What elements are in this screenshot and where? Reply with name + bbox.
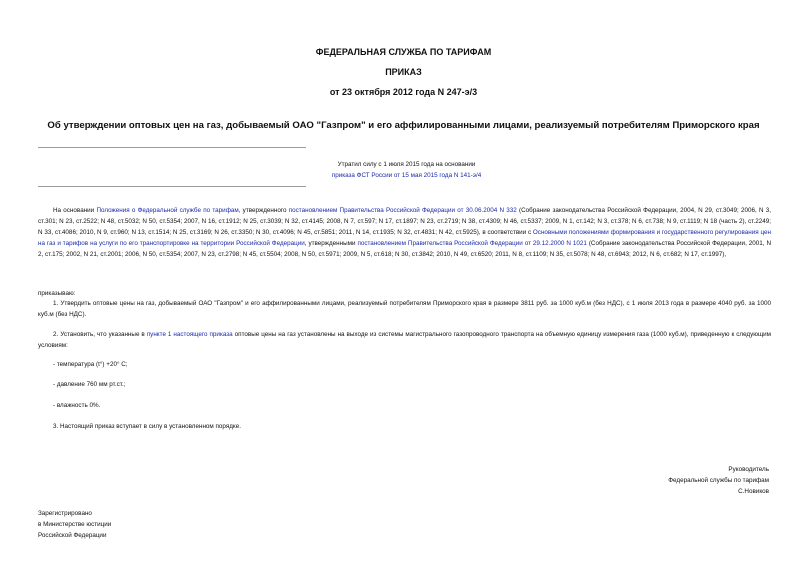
- item-2-text-b: оптовые цены на газ установлены на выходе из системы магистрального газопроводного транспорта на объемную единицу измерения газа (1000 куб.м), приведенную к следующим условиям:: [38, 331, 772, 349]
- repeal-notice: [300, 159, 513, 181]
- document-date-number: от 23 октября 2012 года N 247-э/3: [329, 87, 478, 97]
- registration-line-3: Российской Федерации: [38, 532, 107, 539]
- item-1-paragraph: 1. Утвердить оптовые цены на газ, добываемый ОАО "Газпром" и его аффилированными лицами, реализуемый потребителям Приморского края в размере 3811 руб. за 1000 куб.м (без НДС), с 1 июля 2013 года в размере 4040 руб. за 1000 куб.м (без НДС).: [38, 300, 771, 318]
- document-type: ПРИКАЗ: [385, 67, 422, 77]
- preamble-link-basic-provisions[interactable]: Основными положениями формирования и государственного регулирования цен на газ и тарифов на услуги по его транспортировке на территории Российской Федерации: [38, 228, 771, 247]
- signature-block: [668, 464, 769, 497]
- preamble-link-fst-regulation[interactable]: Положения о Федеральной службе по тарифам: [96, 207, 239, 214]
- preamble-text-4: , утвержденными: [304, 239, 358, 247]
- preamble-link-decree-1021[interactable]: постановлением Правительства Российской Федерации от 29.12.2000 N 1021: [357, 239, 587, 247]
- repeal-notice-text: Утратил силу с 1 июля 2015 года на основании: [337, 161, 476, 168]
- preamble-text-5: (Собрание законодательства Российской Федерации, 2001, N 2, ст.175; 2002, N 21, ст.2001; 2006, N 50, ст.5354; 2007, N 23, ст.2798; N 45, ст.5504; 2008, N 50, ст.5971; 2009, N 5, ст.618; N 30, ст.3842; 2010, N 49, ст.6520; 2011, N 8, ст.1109; N 35, ст.5078; N 48, ст.6943; 2012, N 6, ст.682; N 17, ст.1997),: [38, 239, 772, 258]
- signature-role: Руководитель: [728, 466, 769, 473]
- document-title: Об утверждении оптовых цен на газ, добываемый ОАО "Газпром" и его аффилированными лицами, реализуемый потребителям Приморского края: [47, 120, 760, 131]
- condition-pressure: - давление 760 мм рт.ст.;: [53, 381, 126, 388]
- preamble-text-3: (Собрание законодательства Российской Федерации, 2004, N 29, ст.3049; 2006, N 3, ст.301; N 23, ст.2522; N 48, ст.5032; N 50, ст.5354; 2007, N 16, ст.1912; N 25, ст.3039; N 32, ст.4145; 2008, N 7, ст.597; N 17, ст.1897; N 23, ст.2719; N 38, ст.4309; N 46, ст.5337; 2009, N 1, ст.142; N 3, ст.378; N 6, ст.738; N 9, ст.1119; N 18 (часть 2), ст.2249; N 33, ст.4086; 2010, N 9, ст.960; N 13, ст.1514; N 25, ст.3169; N 26, ст.3350; N 30, ст.4096; N 45, ст.5851; 2011, N 14, ст.1935; N 32, ст.4831; N 42, ст.5925), в соответствии с: [38, 207, 771, 236]
- registration-block: [38, 508, 111, 541]
- registration-line-1: Зарегистрировано: [38, 510, 92, 517]
- divider-top: [38, 147, 306, 148]
- item-2-text-a: 2. Установить, что указанные в: [53, 331, 147, 338]
- condition-temperature: - температура (t°) +20° С;: [53, 361, 128, 368]
- divider-bottom: [38, 186, 306, 187]
- preamble-paragraph: [38, 206, 771, 261]
- item-2-link[interactable]: пункте 1 настоящего приказа: [146, 331, 233, 338]
- signature-name: С.Новиков: [738, 488, 769, 495]
- orders-label: приказываю:: [38, 290, 76, 297]
- signature-org: Федеральной службы по тарифам: [668, 477, 769, 484]
- item-2-paragraph: [38, 330, 771, 352]
- repeal-notice-link[interactable]: приказа ФСТ России от 15 мая 2015 года N 141-э/4: [331, 172, 482, 179]
- preamble-text-1: На основании: [53, 207, 97, 214]
- preamble-text-2: , утвержденного: [238, 207, 289, 214]
- condition-humidity: - влажность 0%.: [53, 402, 101, 409]
- item-3-paragraph: 3. Настоящий приказ вступает в силу в установленном порядке.: [53, 423, 242, 430]
- preamble-link-decree-332[interactable]: постановлением Правительства Российской Федерации от 30.06.2004 N 332: [288, 207, 517, 214]
- registration-line-2: в Министерстве юстиции: [38, 521, 112, 528]
- agency-name: ФЕДЕРАЛЬНАЯ СЛУЖБА ПО ТАРИФАМ: [315, 47, 492, 57]
